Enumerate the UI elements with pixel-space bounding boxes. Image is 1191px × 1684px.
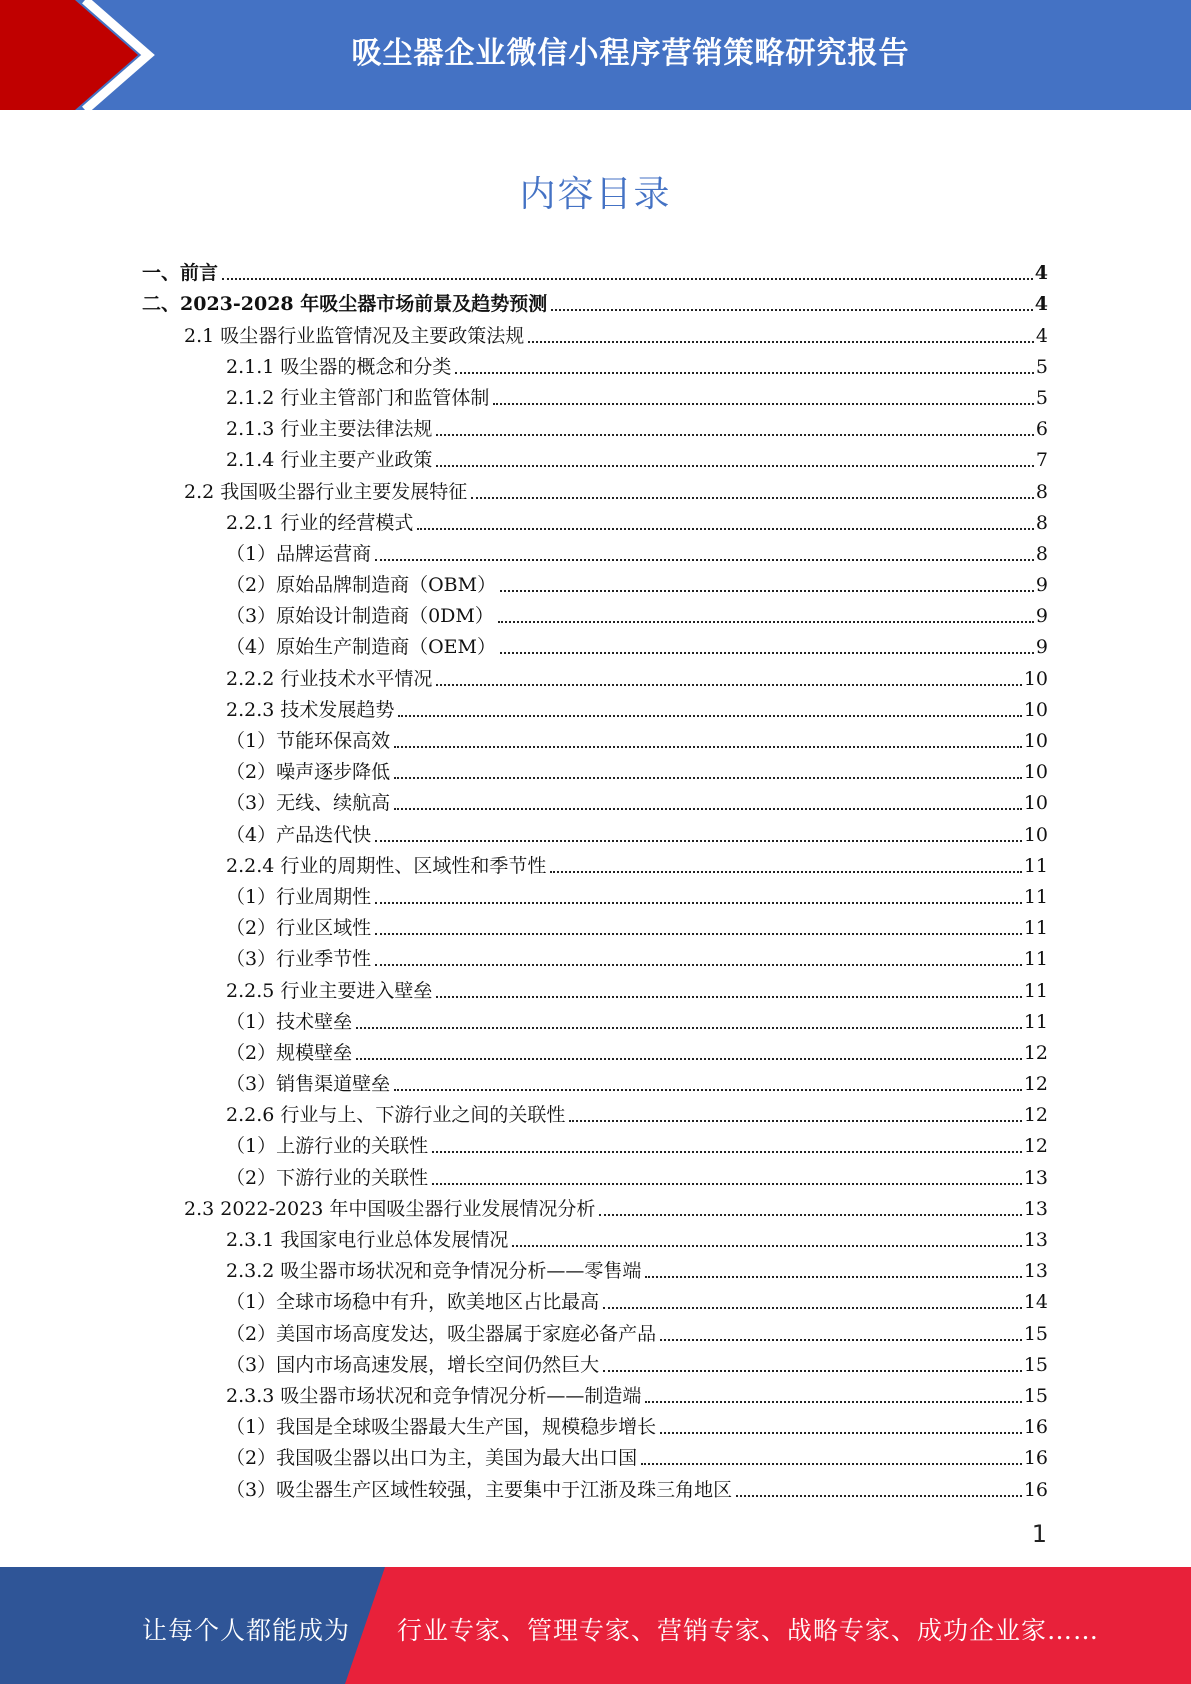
- toc-dot-leader: [569, 1120, 1021, 1122]
- toc-entry[interactable]: [142, 410, 1048, 441]
- toc-entry-page: 7: [1035, 449, 1048, 472]
- toc-entry-label: 2.1.4 行业主要产业政策: [226, 449, 433, 472]
- toc-dot-leader: [375, 902, 1022, 904]
- toc-entry-label: 2.3.2 吸尘器市场状况和竞争情况分析——零售端: [226, 1260, 642, 1283]
- report-title: 吸尘器企业微信小程序营销策略研究报告: [351, 36, 910, 71]
- toc-entry-label: （4）原始生产制造商（OEM）: [226, 636, 496, 659]
- toc-dot-leader: [551, 309, 1033, 311]
- toc-entry-page: 10: [1023, 823, 1048, 846]
- toc-entry-label: （4）产品迭代快: [226, 823, 372, 846]
- toc-entry[interactable]: [142, 597, 1048, 628]
- toc-entry-label: （1）节能环保高效: [226, 730, 391, 752]
- toc-entry-label: （3）行业季节性: [226, 948, 372, 971]
- toc-entry[interactable]: [142, 847, 1048, 878]
- toc-entry-label: （2）原始品牌制造商（OBM）: [226, 574, 497, 597]
- toc-entry-label: （1）全球市场稳中有升，欧美地区占比最高: [226, 1291, 600, 1314]
- toc-entry[interactable]: [142, 566, 1048, 597]
- toc-dot-leader: [455, 372, 1034, 374]
- toc-dot-leader: [375, 840, 1022, 842]
- toc-dot-leader: [394, 746, 1022, 748]
- toc-entry-page: 16: [1023, 1478, 1048, 1501]
- toc-entry-page: 15: [1023, 1353, 1048, 1376]
- toc-dot-leader: [436, 434, 1034, 436]
- toc-entry[interactable]: [142, 1034, 1048, 1065]
- toc-dot-leader: [375, 933, 1022, 935]
- toc-entry-page: 15: [1023, 1322, 1048, 1345]
- toc-entry-label: （1）我国是全球吸尘器最大生产国，规模稳步增长: [226, 1416, 657, 1439]
- toc-entry-page: 13: [1023, 1260, 1048, 1283]
- toc-entry-label: （3）吸尘器生产区域性较强，主要集中于江浙及珠三角地区: [226, 1478, 733, 1501]
- toc-dot-leader: [599, 1214, 1021, 1216]
- toc-entry[interactable]: [142, 1283, 1048, 1314]
- toc-entry-label: 2.1.3 行业主要法律法规: [226, 418, 433, 441]
- toc-dot-leader: [493, 403, 1034, 405]
- toc-entry-page: 9: [1035, 574, 1048, 597]
- toc-entry-label: （1）技术壁垒: [226, 1010, 353, 1033]
- toc-entry-label: （2）下游行业的关联性: [226, 1166, 429, 1189]
- toc-entry-page: 4: [1034, 262, 1048, 285]
- toc-dot-leader: [432, 1183, 1022, 1185]
- toc-dot-leader: [394, 808, 1022, 810]
- toc-entry[interactable]: [142, 1190, 1048, 1221]
- toc-dot-leader: [500, 652, 1034, 654]
- toc-dot-leader: [528, 341, 1034, 343]
- toc-dot-leader: [660, 1339, 1022, 1341]
- toc-entry-label: 2.2.4 行业的周期性、区域性和季节性: [226, 854, 547, 877]
- toc-entry[interactable]: [142, 1346, 1048, 1377]
- toc-entry[interactable]: [142, 909, 1048, 940]
- toc-entry[interactable]: [142, 1314, 1048, 1345]
- toc-dot-leader: [222, 278, 1033, 280]
- toc-entry-page: 10: [1023, 792, 1048, 815]
- table-of-contents: [142, 254, 1048, 1502]
- toc-entry-page: 5: [1035, 355, 1048, 378]
- toc-entry-page: 11: [1023, 885, 1048, 908]
- toc-entry[interactable]: [142, 753, 1048, 784]
- toc-entry-label: （2）行业区域性: [226, 917, 372, 940]
- toc-entry-page: 8: [1035, 480, 1048, 503]
- toc-entry-page: 15: [1023, 1384, 1048, 1407]
- toc-entry[interactable]: [142, 878, 1048, 909]
- toc-dot-leader: [603, 1307, 1022, 1309]
- toc-entry[interactable]: [142, 691, 1048, 722]
- toc-entry[interactable]: [142, 348, 1048, 379]
- toc-entry-page: 9: [1035, 636, 1048, 659]
- toc-entry-label: 一、前言: [142, 262, 219, 285]
- footer-banner: [0, 1567, 1191, 1684]
- toc-dot-leader: [603, 1370, 1022, 1372]
- toc-entry-page: 12: [1023, 1041, 1048, 1064]
- toc-entry[interactable]: [142, 659, 1048, 690]
- toc-entry-page: 11: [1023, 917, 1048, 940]
- toc-entry[interactable]: [142, 1470, 1048, 1501]
- toc-entry-page: 10: [1023, 730, 1048, 752]
- toc-entry-page: 10: [1023, 698, 1048, 721]
- toc-entry-label: 二、2023-2028 年吸尘器市场前景及趋势预测: [142, 293, 548, 316]
- toc-entry-page: 11: [1023, 948, 1048, 971]
- toc-heading: 内容目录: [519, 174, 672, 215]
- footer-slogan-left: 让每个人都能成为: [142, 1616, 351, 1645]
- toc-dot-leader: [436, 465, 1034, 467]
- toc-entry[interactable]: [142, 254, 1048, 285]
- toc-entry[interactable]: [142, 1439, 1048, 1470]
- toc-entry-page: 13: [1023, 1166, 1048, 1189]
- toc-entry-page: 12: [1023, 1073, 1048, 1096]
- toc-entry-label: 2.2.5 行业主要进入壁垒: [226, 979, 433, 1002]
- toc-entry[interactable]: [142, 1221, 1048, 1252]
- toc-entry[interactable]: [142, 535, 1048, 566]
- header-banner: [0, 0, 1191, 110]
- toc-entry-label: （1）行业周期性: [226, 885, 372, 908]
- toc-entry[interactable]: [142, 441, 1048, 472]
- toc-dot-leader: [500, 590, 1034, 592]
- toc-entry[interactable]: [142, 815, 1048, 846]
- toc-dot-leader: [356, 1027, 1022, 1029]
- page-number: 1: [1031, 1520, 1047, 1548]
- toc-entry[interactable]: [142, 971, 1048, 1002]
- toc-entry-label: （3）销售渠道壁垒: [226, 1073, 391, 1096]
- toc-entry[interactable]: [142, 504, 1048, 535]
- toc-entry-label: 2.2 我国吸尘器行业主要发展特征: [184, 480, 468, 503]
- toc-entry-label: 2.3 2022-2023 年中国吸尘器行业发展情况分析: [184, 1197, 596, 1220]
- toc-entry-page: 4: [1035, 324, 1048, 347]
- toc-entry-label: （1）品牌运营商: [226, 542, 372, 565]
- toc-entry-label: 2.2.1 行业的经营模式: [226, 511, 414, 534]
- toc-entry-page: 10: [1023, 761, 1048, 784]
- toc-dot-leader: [394, 777, 1022, 779]
- toc-entry[interactable]: [142, 316, 1048, 347]
- toc-entry-label: （3）原始设计制造商（0DM）: [226, 605, 494, 628]
- toc-dot-leader: [660, 1432, 1022, 1434]
- toc-dot-leader: [645, 1401, 1021, 1403]
- toc-dot-leader: [736, 1495, 1022, 1497]
- toc-entry-label: （3）国内市场高速发展，增长空间仍然巨大: [226, 1353, 600, 1376]
- toc-dot-leader: [498, 621, 1034, 623]
- toc-dot-leader: [436, 996, 1021, 998]
- toc-entry-label: 2.3.3 吸尘器市场状况和竞争情况分析——制造端: [226, 1384, 642, 1407]
- toc-entry-page: 16: [1023, 1416, 1048, 1439]
- toc-entry-label: （2）我国吸尘器以出口为主，美国为最大出口国: [226, 1447, 638, 1470]
- toc-entry-label: 2.2.6 行业与上、下游行业之间的关联性: [226, 1104, 566, 1127]
- toc-dot-leader: [641, 1463, 1022, 1465]
- toc-dot-leader: [471, 497, 1034, 499]
- toc-entry[interactable]: [142, 1158, 1048, 1189]
- footer-slogan-right: 行业专家、管理专家、营销专家、战略专家、成功企业家……: [397, 1616, 1100, 1645]
- toc-entry[interactable]: [142, 1003, 1048, 1034]
- toc-dot-leader: [394, 1089, 1022, 1091]
- toc-entry-label: （3）无线、续航高: [226, 792, 391, 815]
- toc-entry[interactable]: [142, 1096, 1048, 1127]
- toc-entry[interactable]: [142, 784, 1048, 815]
- toc-entry-label: 2.2.2 行业技术水平情况: [226, 667, 433, 690]
- toc-entry-page: 10: [1023, 667, 1048, 690]
- toc-entry-page: 12: [1023, 1104, 1048, 1127]
- toc-entry[interactable]: [142, 1408, 1048, 1439]
- toc-entry[interactable]: [142, 722, 1048, 753]
- toc-entry[interactable]: [142, 1065, 1048, 1096]
- toc-entry-page: 14: [1023, 1291, 1048, 1314]
- toc-entry[interactable]: [142, 1377, 1048, 1408]
- toc-dot-leader: [375, 559, 1034, 561]
- toc-entry[interactable]: [142, 940, 1048, 971]
- toc-dot-leader: [417, 528, 1034, 530]
- toc-entry[interactable]: [142, 628, 1048, 659]
- toc-entry[interactable]: [142, 472, 1048, 503]
- toc-entry-label: （2）规模壁垒: [226, 1041, 353, 1064]
- toc-entry-page: 13: [1023, 1229, 1048, 1251]
- toc-entry-page: 6: [1035, 418, 1048, 441]
- toc-dot-leader: [436, 684, 1021, 686]
- toc-dot-leader: [375, 964, 1022, 966]
- toc-entry[interactable]: [142, 1127, 1048, 1158]
- toc-entry-page: 9: [1035, 605, 1048, 628]
- toc-entry-label: 2.1.1 吸尘器的概念和分类: [226, 355, 452, 378]
- toc-entry-page: 16: [1023, 1447, 1048, 1470]
- toc-dot-leader: [432, 1151, 1022, 1153]
- toc-entry-label: 2.2.3 技术发展趋势: [226, 698, 395, 721]
- toc-entry-label: 2.3.1 我国家电行业总体发展情况: [226, 1229, 509, 1251]
- toc-dot-leader: [356, 1058, 1022, 1060]
- toc-entry-page: 11: [1023, 854, 1048, 877]
- toc-entry-label: （2）噪声逐步降低: [226, 761, 391, 784]
- toc-dot-leader: [512, 1245, 1021, 1247]
- toc-entry[interactable]: [142, 285, 1048, 316]
- toc-entry-label: 2.1 吸尘器行业监管情况及主要政策法规: [184, 324, 525, 347]
- toc-dot-leader: [550, 871, 1021, 873]
- toc-entry-page: 13: [1023, 1197, 1048, 1220]
- toc-entry[interactable]: [142, 379, 1048, 410]
- toc-dot-leader: [645, 1276, 1021, 1278]
- toc-entry-page: 11: [1023, 979, 1048, 1002]
- toc-entry-page: 8: [1035, 511, 1048, 534]
- toc-entry-page: 11: [1023, 1010, 1048, 1033]
- toc-entry-label: 2.1.2 行业主管部门和监管体制: [226, 386, 490, 409]
- toc-entry-page: 5: [1035, 386, 1048, 409]
- toc-entry-label: （1）上游行业的关联性: [226, 1135, 429, 1158]
- toc-dot-leader: [398, 715, 1021, 717]
- toc-entry-page: 4: [1034, 293, 1048, 316]
- toc-entry[interactable]: [142, 1252, 1048, 1283]
- toc-entry-label: （2）美国市场高度发达，吸尘器属于家庭必备产品: [226, 1322, 657, 1345]
- toc-entry-page: 8: [1035, 542, 1048, 565]
- toc-entry-page: 12: [1023, 1135, 1048, 1158]
